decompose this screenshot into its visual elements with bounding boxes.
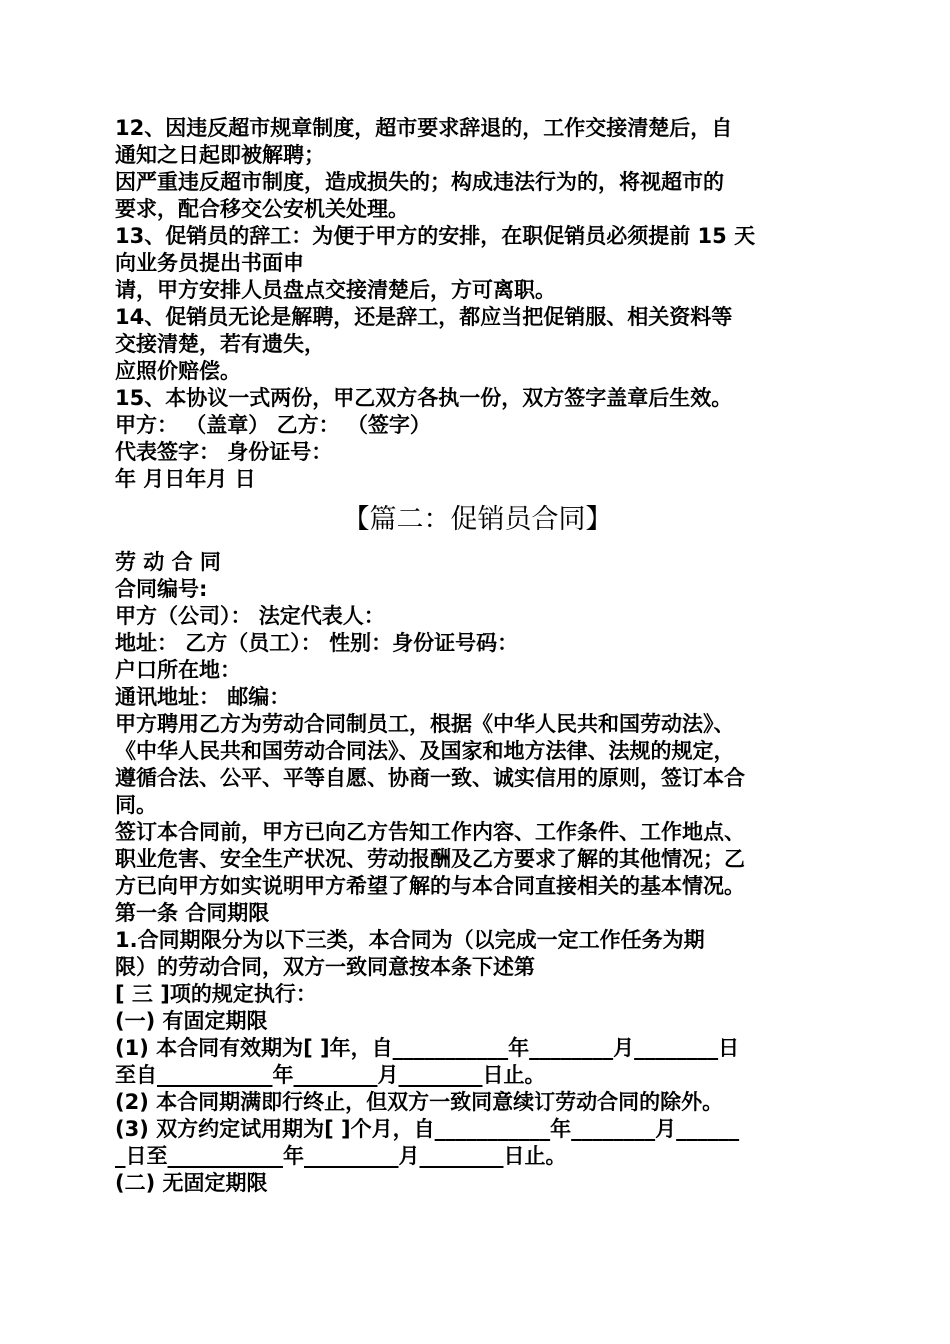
text-line: [ 三 ]项的规定执行： [115,982,317,1006]
text-line: 甲方（公司）： 法定代表人： [115,604,385,628]
text-line: 通讯地址： 邮编： [115,685,291,709]
text-line: 交接清楚，若有遗失， [115,332,325,356]
text-line: 请，甲方安排人员盘点交接清楚后，方可离职。 [115,278,556,302]
text-line: 至自___________年________月________日止。 [115,1063,546,1087]
document-body [115,115,840,1197]
agreement-clauses [115,115,840,493]
text-line: 应照价赔偿。 [115,359,241,383]
text-line: 同。 [115,793,157,817]
text-line: _日至___________年_________月________日止。 [115,1144,567,1168]
text-line: 合同编号: [115,577,208,601]
text-line: (3) 双方约定试用期为[ ]个月，自___________年________月______ [115,1117,740,1141]
text-line: (1) 本合同有效期为[ ]年，自___________年________月________日 [115,1036,740,1060]
text-line: 劳 动 合 同 [115,550,221,574]
text-line: 户口所在地： [115,658,241,682]
text-line: (一) 有固定期限 [115,1009,268,1033]
text-line: 甲方： （盖章） 乙方： （签字） [115,413,431,437]
text-line: 第一条 合同期限 [115,901,270,925]
text-line: 遵循合法、公平、平等自愿、协商一致、诚实信用的原则，签订本合 [115,766,745,790]
text-line: 要求，配合移交公安机关处理。 [115,197,409,221]
text-line: 因严重违反超市制度，造成损失的；构成违法行为的，将视超市的 [115,170,724,194]
text-line: 14、促销员无论是解聘，还是辞工，都应当把促销服、相关资料等 [115,305,733,329]
text-line: 1.合同期限分为以下三类，本合同为（以完成一定工作任务为期 [115,928,705,952]
text-line: 15、本协议一式两份，甲乙双方各执一份，双方签字盖章后生效。 [115,386,733,410]
text-line: (二) 无固定期限 [115,1171,268,1195]
text-line: 向业务员提出书面申 [115,251,304,275]
text-line: 甲方聘用乙方为劳动合同制员工，根据《中华人民共和国劳动法》、 [115,712,735,736]
text-line: 地址： 乙方（员工）： 性别：身份证号码： [115,631,519,655]
text-line: 限）的劳动合同，双方一致同意按本条下述第 [115,955,535,979]
text-line: 年 月日年月 日 [115,467,256,491]
labor-contract [115,549,840,1197]
text-line: 方已向甲方如实说明甲方希望了解的与本合同直接相关的基本情况。 [115,874,745,898]
text-line: (2) 本合同期满即行终止，但双方一致同意续订劳动合同的除外。 [115,1090,724,1114]
text-line: 《中华人民共和国劳动合同法》、及国家和地方法律、法规的规定， [115,739,735,763]
text-line: 通知之日起即被解聘； [115,143,325,167]
section-title: 【篇二：促销员合同】 [342,504,613,535]
text-line: 12、因违反超市规章制度，超市要求辞退的，工作交接清楚后，自 [115,116,733,140]
text-line: 职业危害、安全生产状况、劳动报酬及乙方要求了解的其他情况；乙 [115,847,745,871]
text-line: 代表签字： 身份证号： [115,440,333,464]
text-line: 13、促销员的辞工：为便于甲方的安排，在职促销员必须提前 15 天 [115,224,756,248]
text-line: 签订本合同前，甲方已向乙方告知工作内容、工作条件、工作地点、 [115,820,745,844]
